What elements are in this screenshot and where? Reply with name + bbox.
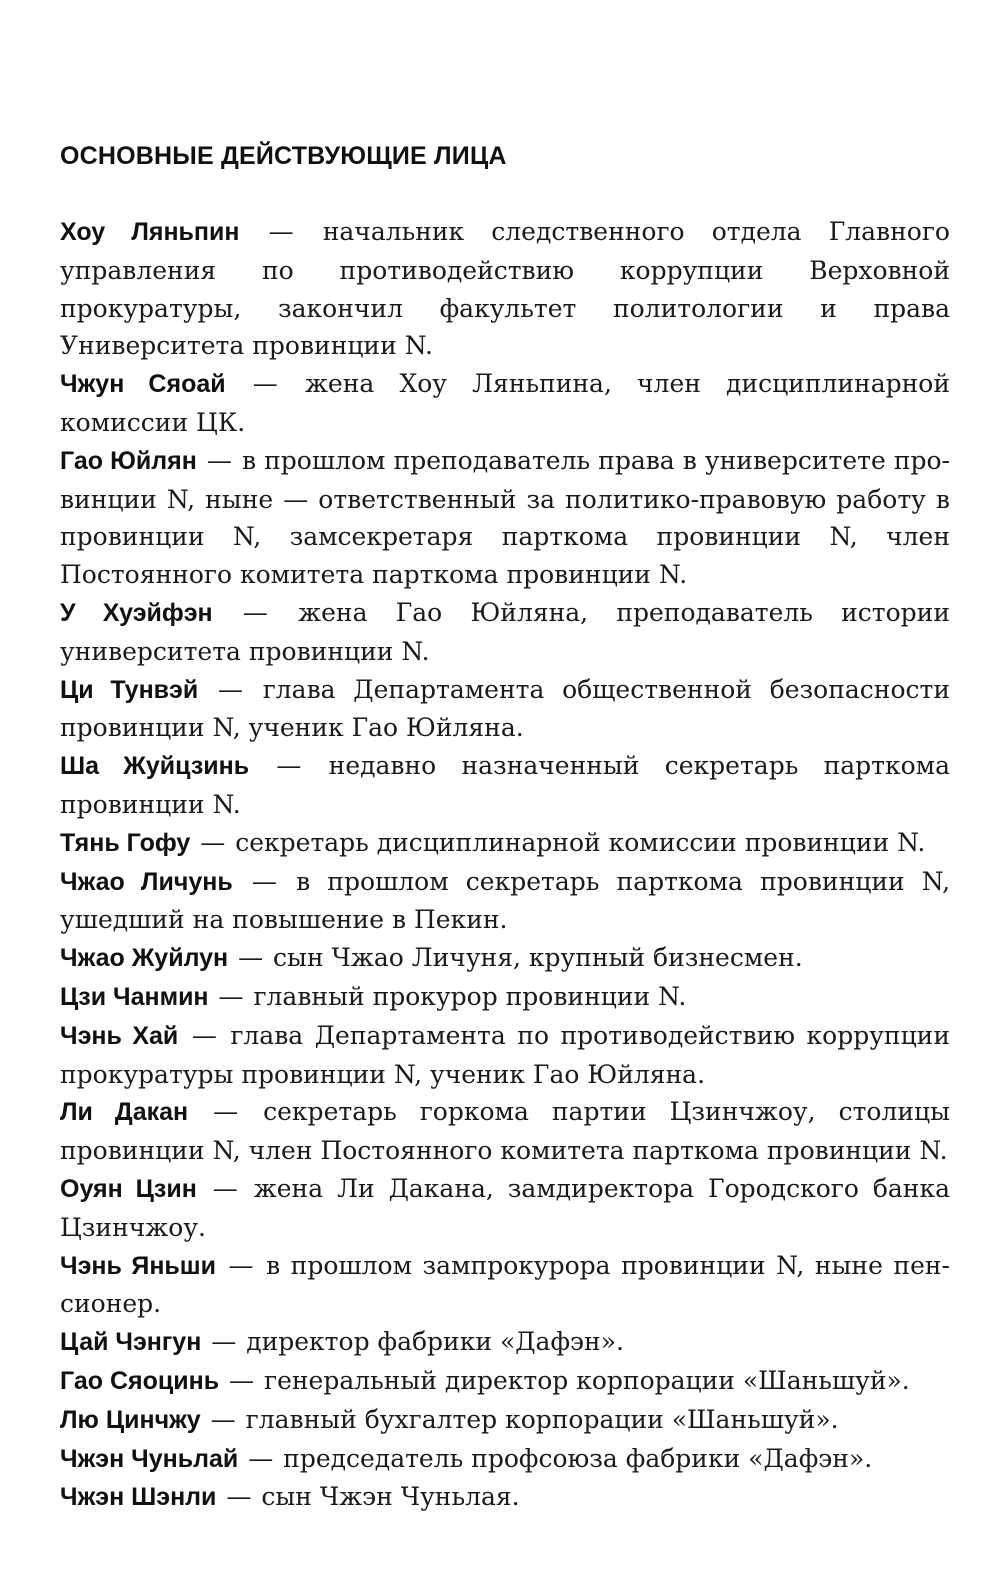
name-dash: — bbox=[276, 751, 302, 781]
character-name: Чжао Личунь bbox=[60, 867, 233, 896]
character-entry bbox=[60, 442, 950, 594]
name-dash: — bbox=[213, 1097, 239, 1127]
character-description: жена Хоу Ляньпина, член дисциплинарной комиссии ЦК. bbox=[60, 369, 950, 437]
character-name: Гао Сяоцинь bbox=[60, 1366, 220, 1395]
character-description: сын Чжао Личуня, крупный бизнесмен. bbox=[273, 943, 803, 973]
character-name: Гао Юйлян bbox=[60, 446, 197, 475]
page-title: ОСНОВНЫЕ ДЕЙСТВУЮЩИЕ ЛИЦА bbox=[60, 142, 507, 170]
name-dash: — bbox=[252, 369, 278, 399]
character-name: Чэнь Хай bbox=[60, 1021, 179, 1050]
name-dash: — bbox=[217, 674, 243, 704]
character-description: директор фабрики «Дафэн». bbox=[246, 1327, 624, 1357]
character-description: главный прокурор провинции N. bbox=[253, 981, 687, 1011]
name-dash: — bbox=[268, 217, 294, 246]
character-entry bbox=[60, 978, 950, 1017]
character-entry bbox=[60, 365, 950, 442]
name-dash: — bbox=[238, 943, 264, 973]
character-name: Цзи Чанмин bbox=[60, 982, 209, 1011]
character-entry bbox=[60, 1440, 950, 1479]
character-name: Ша Жуйцзинь bbox=[60, 752, 250, 781]
character-entry bbox=[60, 213, 950, 365]
name-dash: — bbox=[206, 445, 232, 475]
character-description: председатель профсоюза фабрики «Дафэн». bbox=[283, 1443, 873, 1473]
character-name: Лю Цинчжу bbox=[60, 1405, 201, 1434]
name-dash: — bbox=[200, 827, 226, 857]
character-name: Оуян Цзин bbox=[60, 1174, 197, 1203]
character-entry bbox=[60, 1093, 950, 1170]
character-entry bbox=[60, 1247, 950, 1324]
character-description: в прошлом секретарь парткома провинции N, ушедший на повышение в Пекин. bbox=[60, 866, 951, 935]
name-dash: — bbox=[226, 1482, 252, 1512]
character-name: Чжао Жуйлун bbox=[60, 944, 229, 973]
character-description: глава Департамента по противодействию коррупции прокуратуры провинции N, ученик Гао Юйляна. bbox=[60, 1020, 950, 1089]
name-dash: — bbox=[248, 1443, 274, 1473]
name-dash: — bbox=[242, 597, 268, 627]
character-description: в прошлом преподаватель права в университете провинции N, ныне — ответственный за политико-правовую работу в провинции N, замсекретаря парткома провинции N, член Постоянного комитета парткома провинции N. bbox=[60, 445, 950, 590]
name-dash: — bbox=[210, 1404, 236, 1434]
name-dash: — bbox=[251, 866, 277, 896]
character-description: главный бухгалтер корпорации «Шаньшуй». bbox=[245, 1404, 839, 1434]
character-entry bbox=[60, 1478, 950, 1517]
name-dash: — bbox=[229, 1365, 255, 1395]
character-entry bbox=[60, 939, 950, 978]
character-entry bbox=[60, 1401, 950, 1440]
character-entry bbox=[60, 1170, 950, 1247]
character-name: Чэнь Яньши bbox=[60, 1251, 217, 1280]
character-name: Чжун Сяоай bbox=[60, 370, 226, 399]
character-name: У Хуэйфэн bbox=[60, 598, 213, 627]
character-description: сын Чжэн Чуньлая. bbox=[261, 1482, 520, 1512]
character-name: Тянь Гофу bbox=[60, 828, 191, 857]
character-entry bbox=[60, 1362, 950, 1401]
character-name: Чжэн Шэнли bbox=[60, 1483, 217, 1512]
character-entry bbox=[60, 747, 950, 824]
character-description: жена Гао Юйляна, преподаватель истории университета провинции N. bbox=[60, 597, 951, 666]
name-dash: — bbox=[228, 1250, 254, 1280]
character-description: глава Департамента общественной безопасности провинции N, ученик Гао Юйляна. bbox=[60, 674, 950, 743]
character-entry bbox=[60, 863, 950, 940]
character-description: в прошлом зампрокурора провинции N, ныне пенсионер. bbox=[60, 1250, 950, 1319]
character-name: Цай Чэнгун bbox=[60, 1328, 202, 1357]
character-name: Чжэн Чуньлай bbox=[60, 1444, 239, 1473]
name-dash: — bbox=[211, 1327, 237, 1357]
character-description: секретарь горкома партии Цзинчжоу, столицы провинции N, член Постоянного комитета парткома провинции N. bbox=[60, 1097, 950, 1166]
character-name: Ли Дакан bbox=[60, 1098, 189, 1127]
character-description: генеральный директор корпорации «Шаньшуй». bbox=[264, 1365, 910, 1395]
character-entry bbox=[60, 824, 950, 863]
character-description: недавно назначенный секретарь парткома провинции N. bbox=[60, 751, 951, 819]
character-entry bbox=[60, 1017, 950, 1094]
character-description: жена Ли Дакана, замдиректора Городского банка Цзинчжоу. bbox=[60, 1173, 950, 1242]
character-name: Хоу Ляньпин bbox=[60, 218, 240, 246]
character-name: Ци Тунвэй bbox=[60, 675, 199, 704]
character-description: начальник следственного отдела Главного управления по противодействию коррупции Верховной прокуратуры, закончил факультет политологии и права Университета провинции N. bbox=[60, 217, 950, 361]
name-dash: — bbox=[218, 981, 244, 1011]
character-entry bbox=[60, 1323, 950, 1362]
character-list bbox=[60, 213, 950, 1517]
name-dash: — bbox=[191, 1020, 217, 1050]
name-dash: — bbox=[212, 1173, 238, 1203]
character-description: секретарь дисциплинарной комиссии провинции N. bbox=[235, 827, 926, 857]
character-entry bbox=[60, 594, 950, 671]
character-entry bbox=[60, 671, 950, 748]
